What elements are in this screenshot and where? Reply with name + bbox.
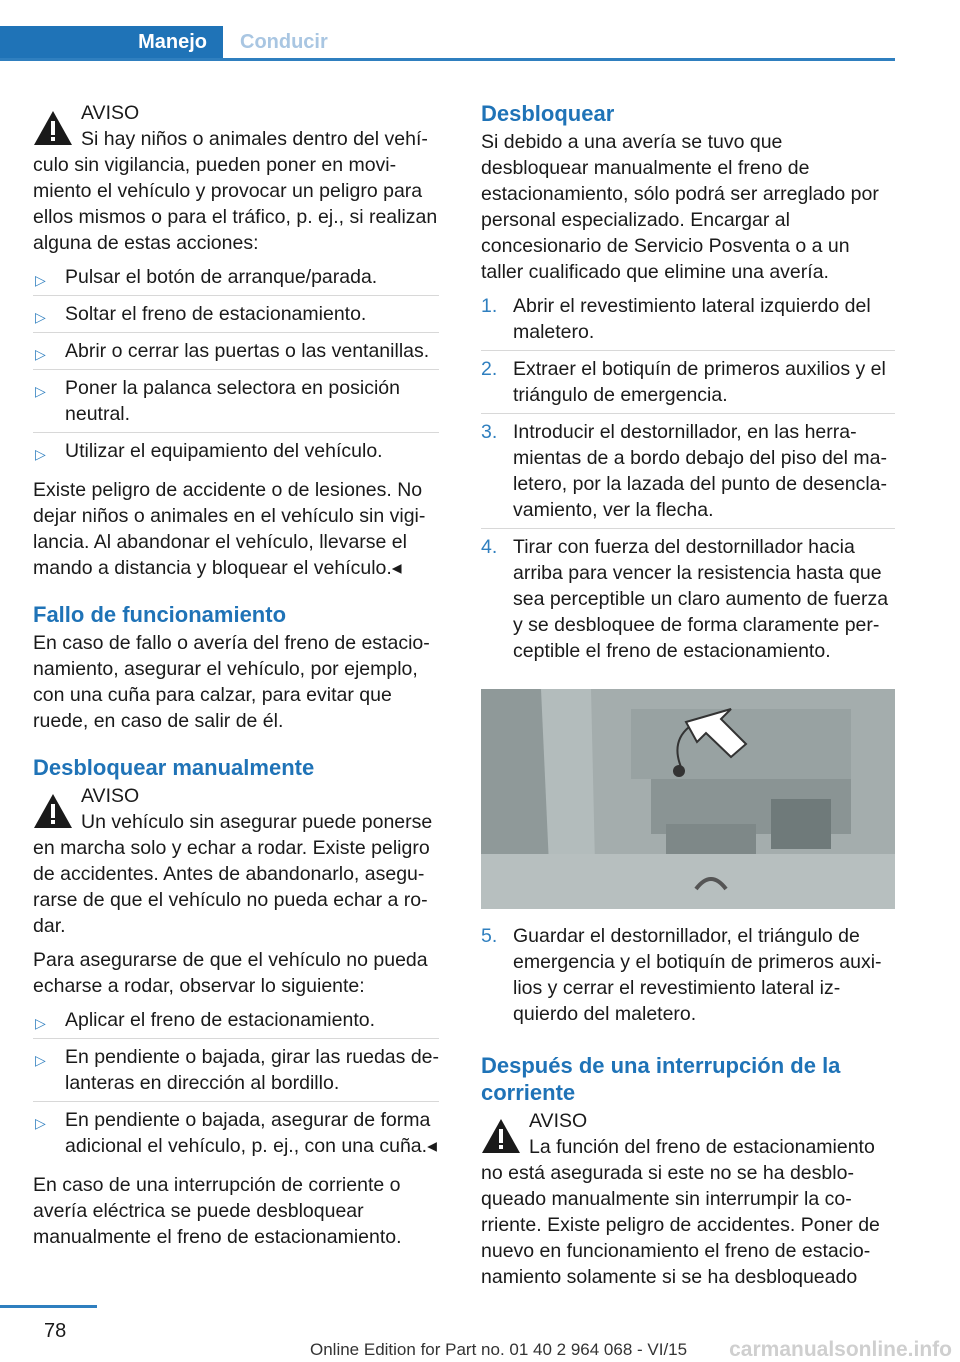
warning-title: AVISO [81,102,140,124]
right-column [481,100,895,1298]
list-item: ▷ Soltar el freno de estacionamiento. [33,295,439,332]
paragraph-asegurar: Para asegurarse de que el vehículo no pueda echarse a rodar, observar lo siguiente: [33,949,428,997]
triangle-bullet-icon: ▷ [35,1115,46,1131]
left-column [33,100,439,1258]
heading-despues: Después de una interrupción de la corriente [481,1053,841,1105]
footer-rule [0,1305,97,1308]
watermark: carmanualsonline.info [729,1338,952,1361]
trunk-illustration [481,689,895,909]
list-item: ▷ Abrir o cerrar las puertas o las ventanillas. [33,332,439,369]
list-item: ▷ Pulsar el botón de arranque/parada. [33,264,439,295]
list-item: ▷ Aplicar el freno de estacionamiento. [33,1007,439,1038]
heading-fallo: Fallo de funcionamiento [33,602,287,627]
bullet-list [33,1007,439,1164]
list-item: 3. Introducir el destornillador, en las herramientas de a bordo debajo del piso del maletero, por la lazada del punto de desenclavamiento, ver la flecha. [481,413,895,528]
paragraph-interrupcion: En caso de una interrupción de corriente o avería eléctrica se puede desbloquear manualmente el freno de estacionamiento. [33,1174,402,1248]
list-item: 2. Extraer el botiquín de primeros auxilios y el triángulo de emergencia. [481,350,895,413]
warning-text: Si hay niños o animales dentro del vehículo sin vigilancia, pueden poner en movimiento el vehículo y provocar un peligro para ellos mismos o para el tráfico, p. ej., si realizan alguna de estas acciones: [33,128,438,254]
warning-block [481,1108,895,1290]
edition-note: Online Edition for Part no. 01 40 2 964 068 - VI/15 [310,1340,688,1359]
warning-text: Un vehículo sin asegurar puede ponerse en marcha solo y echar a rodar. Existe peligro de accidentes. Antes de abandonarlo, asegurarse de que el vehículo no pueda echar a rodar. [33,811,433,937]
list-item: 1. Abrir el revestimiento lateral izquierdo del maletero. [481,295,871,343]
paragraph-desbloquear: Si debido a una avería se tuvo que desbloquear manualmente el freno de estacionamiento, sólo podrá ser arreglado por personal especializado. Encargar al concesionario de Servicio Posventa o a un taller cualificado que elimine una avería. [481,131,879,283]
triangle-bullet-icon: ▷ [35,446,46,462]
list-item: 5. Guardar el destornillador, el triángulo de emergencia y el botiquín de primeros auxilios y cerrar el revestimiento lateral izquierdo del maletero. [481,925,882,1025]
warning-block [33,783,439,939]
list-item: ▷ Poner la palanca selectora en posición neutral. [33,369,439,432]
warning-icon [481,1118,521,1154]
triangle-bullet-icon: ▷ [35,346,46,362]
warning-title: AVISO [529,1110,588,1132]
bullet-list [33,264,439,469]
warning-conclusion: Existe peligro de accidente o de lesiones. No dejar niños o animales en el vehículo sin vigilancia. Al abandonar el vehículo, llevarse el mando a distancia y bloquear el vehículo.◂ [33,479,426,579]
list-item: ▷ Utilizar el equipamiento del vehículo. [33,432,439,469]
heading-desbloquear: Desbloquear [481,101,615,126]
list-item: 4. Tirar con fuerza del destornillador hacia arriba para vencer la resistencia hasta que sea perceptible un claro aumento de fuerza y se desbloquee de forma claramente perceptible el freno de estacionamiento. [481,528,895,669]
warning-text: La función del freno de estacionamiento no está asegurada si este no se ha desbloqueado manualmente sin interrumpir la corriente. Existe peligro de accidentes. Poner de nuevo en funcionamiento el freno de estacionamiento solamente si se ha desbloqueado [481,1136,880,1288]
list-item: ▷ En pendiente o bajada, asegurar de forma adicional el vehículo, p. ej., con una cuña.◂ [33,1101,439,1164]
warning-icon [33,110,73,146]
header-bar [0,0,895,60]
tab-conducir[interactable]: Conducir [240,31,328,53]
steps-list [481,293,895,669]
warning-title: AVISO [81,785,140,807]
tab-manejo[interactable] [0,26,223,61]
paragraph-fallo: En caso de fallo o avería del freno de estacionamiento, asegurar el vehículo, por ejemplo, con una cuña para calzar, para evitar que ruede, en caso de salir de él. [33,632,430,732]
triangle-bullet-icon: ▷ [35,1015,46,1031]
page-number: 78 [44,1320,67,1342]
triangle-bullet-icon: ▷ [35,272,46,288]
heading-desbloquear-manualmente: Desbloquear manualmente [33,755,315,780]
triangle-bullet-icon: ▷ [35,1052,46,1068]
triangle-bullet-icon: ▷ [35,309,46,325]
steps-list [481,923,895,1032]
triangle-bullet-icon: ▷ [35,383,46,399]
header-rule [0,58,895,61]
warning-block [33,100,439,256]
list-item: ▷ En pendiente o bajada, girar las ruedas delanteras en dirección al bordillo. [33,1038,439,1101]
warning-icon [33,793,73,829]
tab-manejo-label: Manejo [138,31,207,53]
trunk-release-photo [481,689,895,909]
